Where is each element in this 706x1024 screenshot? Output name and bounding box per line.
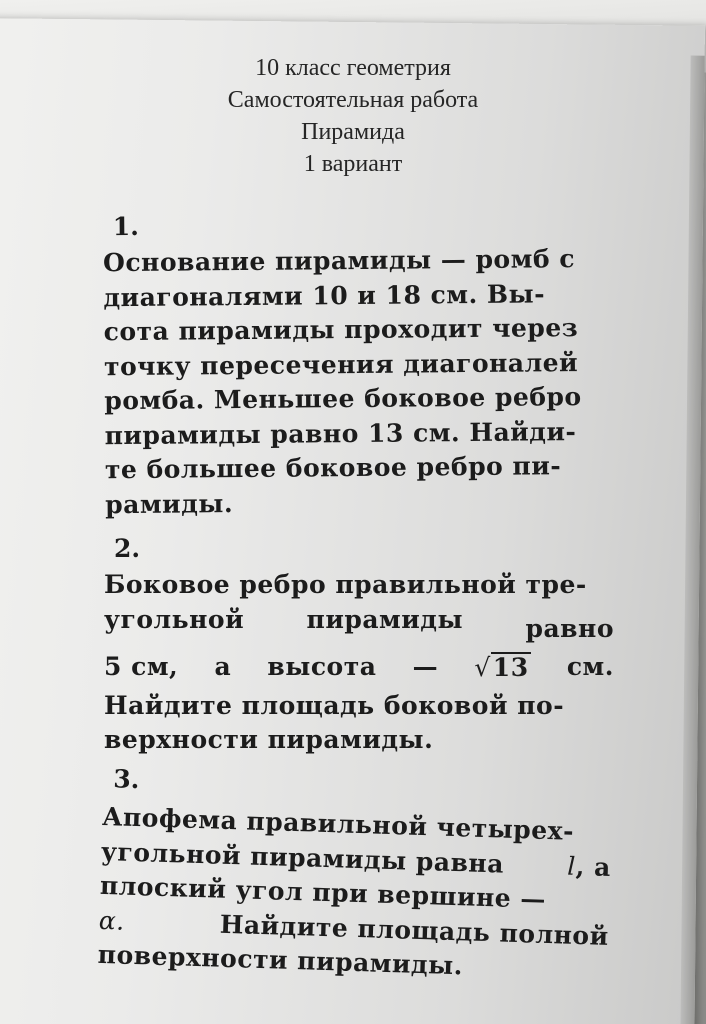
sqrt-radicand: 13 <box>492 652 529 682</box>
task-line: те большее боковое ребро пи- <box>104 451 562 485</box>
task-3 <box>97 758 613 988</box>
task-line: ромба. Меньшее боковое ребро <box>104 382 582 416</box>
variable-l: l <box>566 850 577 880</box>
task-2 <box>104 532 614 758</box>
paper-edge <box>680 56 704 1024</box>
variant-label: 1 вариант <box>303 151 403 177</box>
work-type: Самостоятельная работа <box>227 87 479 113</box>
task-line: α. Найдите площадь полной <box>98 904 610 950</box>
task-line: угольной пирамиды равна l, а <box>101 834 612 885</box>
task-number: 2. <box>114 534 141 563</box>
worksheet-header <box>0 52 706 180</box>
task-line: Основание пирамиды — ромб с <box>102 244 576 278</box>
task-line: Апофема правильной четырех- <box>101 801 575 846</box>
grade-subject: 10 класс геометрия <box>255 55 451 81</box>
task-line: Боковое ребро правильной тре- <box>104 570 587 599</box>
task-1 <box>103 206 616 522</box>
task-line: точку пересечения диагоналей <box>103 347 579 381</box>
tasks-content <box>97 208 614 980</box>
task-line: угольной пирамиды равно <box>104 604 614 643</box>
task-line: поверхности пирамиды. <box>97 939 464 980</box>
task-line: Найдите площадь боковой по- <box>104 690 565 720</box>
task-line: 5 см, а высота — √13 см. <box>104 647 614 689</box>
sqrt-sign: √ <box>474 652 491 682</box>
task-line: рамиды. <box>105 488 234 519</box>
topic-title: Пирамида <box>301 119 405 145</box>
task-line: верхности пирамиды. <box>104 725 434 754</box>
task-line: пирамиды равно 13 см. Найди- <box>104 416 577 450</box>
task-number: 1. <box>112 211 140 242</box>
sqrt-13-expression <box>474 650 530 686</box>
task-line: сота пирамиды проходит через <box>103 313 579 347</box>
variable-alpha: α. <box>98 904 126 935</box>
task-number: 3. <box>112 763 140 794</box>
task-line: плоский угол при вершине — <box>99 870 547 914</box>
task-line: диагоналями 10 и 18 см. Вы- <box>103 278 546 312</box>
